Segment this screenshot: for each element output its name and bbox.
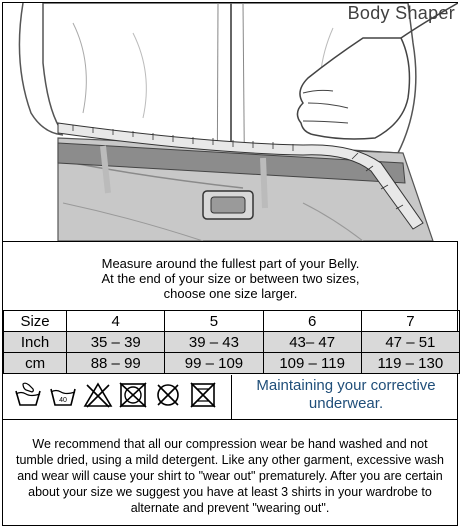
care-title (239, 377, 453, 413)
care-divider (231, 375, 232, 419)
inch-cell: 35 – 39 (67, 332, 165, 353)
no-bleach-icon (83, 381, 113, 409)
divider-top (3, 241, 458, 242)
instruction-line-2: At the end of your size or between two sizes, (101, 271, 360, 286)
inch-row-label: Inch (4, 332, 67, 353)
measure-instructions (3, 256, 458, 301)
inch-row (4, 332, 460, 353)
instruction-line-3: choose one size larger. (163, 286, 298, 301)
brand-title: Body Shaper (347, 3, 455, 23)
divider-bottom (3, 419, 458, 420)
size-header-cell: 6 (263, 311, 361, 332)
cm-cell: 109 – 119 (263, 353, 361, 374)
cm-row (4, 353, 460, 374)
hand-wash-icon (13, 381, 43, 409)
care-title-line-1: Maintaining your corrective (256, 377, 436, 394)
cm-cell: 99 – 109 (165, 353, 263, 374)
inch-cell: 43– 47 (263, 332, 361, 353)
illustration-svg (3, 3, 458, 241)
wash-40-icon (48, 381, 78, 409)
cm-row-label: cm (4, 353, 67, 374)
inch-cell: 47 – 51 (361, 332, 459, 353)
instruction-line-1: Measure around the fullest part of your Belly. (101, 256, 360, 271)
size-header-cell: 7 (361, 311, 459, 332)
cm-cell: 88 – 99 (67, 353, 165, 374)
size-header-cell: 4 (67, 311, 165, 332)
wash-temperature: 40 (59, 397, 67, 404)
no-tumble-dry-icon (118, 381, 148, 409)
care-note: We recommend that all our compression wear be hand washed and not tumble dried, using a mild detergent. Like any other garment, excessive wash and wear will cause your shirt to "wear out" prematurely. After you are certain about your size we suggest you have at least 3 shirts in your wardrobe to alternate and prevent "wearing out". (15, 437, 444, 515)
size-table (3, 310, 460, 374)
size-header-row (4, 311, 460, 332)
no-dry-clean-icon (153, 381, 183, 409)
size-header-label: Size (4, 311, 67, 332)
care-icons (13, 381, 218, 409)
inch-cell: 39 – 43 (165, 332, 263, 353)
size-header-cell: 5 (165, 311, 263, 332)
care-title-line-2: underwear. (308, 395, 384, 412)
no-wring-icon (188, 381, 218, 409)
measuring-belly-illustration (3, 3, 458, 241)
cm-cell: 119 – 130 (361, 353, 459, 374)
care-section (3, 375, 458, 419)
